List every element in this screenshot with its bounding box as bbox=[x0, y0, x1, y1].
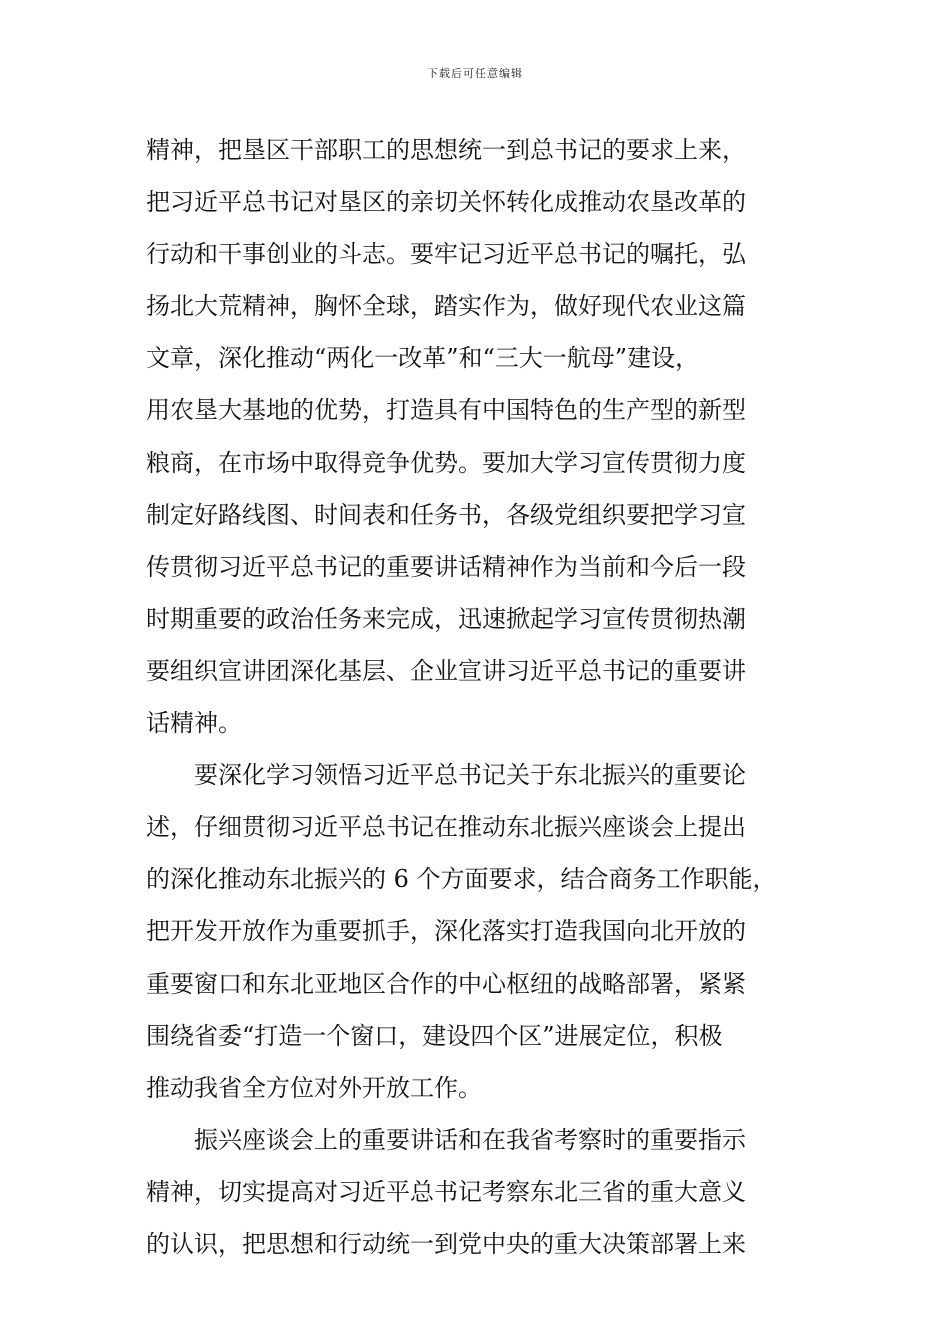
text-line: 述，仔细贯彻习近平总书记在推动东北振兴座谈会上提出 bbox=[146, 813, 746, 842]
text-line: 话精神。 bbox=[146, 709, 242, 738]
text-line: 制定好路线图、时间表和任务书，各级党组织要把学习宣 bbox=[146, 500, 746, 529]
text-line: 推动我省全方位对外开放工作。 bbox=[146, 1073, 482, 1102]
text-line: 的深化推动东北振兴的 6 个方面要求，结合商务工作职能， bbox=[146, 865, 777, 894]
text-line: 要组织宣讲团深化基层、企业宣讲习近平总书记的重要讲 bbox=[146, 656, 746, 685]
text-line: 文章，深化推动“两化一改革”和“三大一航母”建设， bbox=[146, 344, 700, 373]
text-line: 振兴座谈会上的重要讲话和在我省考察时的重要指示 bbox=[146, 1125, 746, 1154]
text-line: 精神，切实提高对习近平总书记考察东北三省的重大意义 bbox=[146, 1177, 746, 1206]
text-line: 粮商，在市场中取得竞争优势。要加大学习宣传贯彻力度 bbox=[146, 448, 746, 477]
text-line: 要深化学习领悟习近平总书记关于东北振兴的重要论 bbox=[146, 761, 746, 790]
text-line: 精神，把垦区干部职工的思想统一到总书记的要求上来， bbox=[146, 136, 746, 164]
text-line: 传贯彻习近平总书记的重要讲话精神作为当前和今后一段 bbox=[146, 552, 746, 581]
text-line: 扬北大荒精神，胸怀全球，踏实作为，做好现代农业这篇 bbox=[146, 292, 746, 321]
text-line: 行动和干事创业的斗志。要牢记习近平总书记的嘱托，弘 bbox=[146, 240, 746, 269]
download-note: 下载后可任意编辑 bbox=[427, 67, 523, 80]
text-line: 用农垦大基地的优势，打造具有中国特色的生产型的新型 bbox=[146, 396, 746, 425]
text-line: 围绕省委“打造一个窗口，建设四个区”进展定位，积极 bbox=[146, 1021, 723, 1050]
text-line: 把习近平总书记对垦区的亲切关怀转化成推动农垦改革的 bbox=[146, 188, 746, 217]
body-text bbox=[146, 124, 816, 1270]
text-line: 重要窗口和东北亚地区合作的中心枢纽的战略部署，紧紧 bbox=[146, 969, 746, 998]
text-line: 把开发开放作为重要抓手，深化落实打造我国向北开放的 bbox=[146, 917, 746, 946]
text-line: 的认识，把思想和行动统一到党中央的重大决策部署上来 bbox=[146, 1229, 746, 1258]
text-line: 时期重要的政治任务来完成，迅速掀起学习宣传贯彻热潮 bbox=[146, 604, 746, 633]
